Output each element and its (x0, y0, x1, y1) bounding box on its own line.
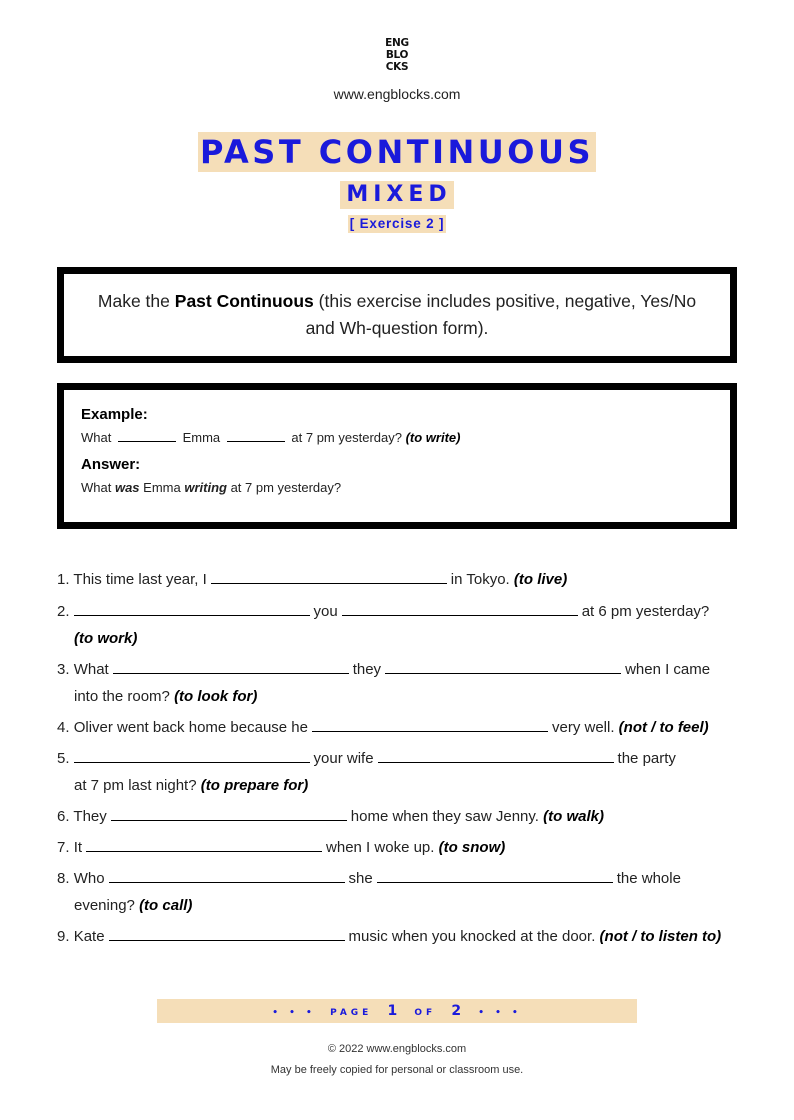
page-number: 1 (387, 1003, 400, 1019)
instructions-box (57, 267, 737, 363)
answer-writing: writing (184, 480, 227, 495)
item-text: Kate (73, 928, 105, 945)
answer-blank[interactable] (111, 805, 347, 821)
item-number: 4. (57, 719, 70, 736)
answer-blank[interactable] (342, 600, 578, 616)
item-text: This time last year, I (73, 571, 207, 588)
item-number: 3. (57, 661, 70, 678)
example-text: at 7 pm yesterday? (291, 430, 402, 445)
item-number: 1. (57, 571, 70, 588)
exercise-item-4 (57, 714, 747, 741)
answer-blank[interactable] (86, 836, 322, 852)
item-text: music when you knocked at the door. (348, 928, 596, 945)
answer-blank[interactable] (312, 716, 548, 732)
answer-blank[interactable] (74, 747, 310, 763)
item-text: she (348, 870, 373, 887)
example-box (57, 383, 737, 529)
item-text: the party (617, 750, 676, 767)
instructions-suffix: (this exercise includes positive, negative, Yes/No and Wh-question form). (305, 291, 697, 338)
item-text: when I woke up. (326, 839, 435, 856)
verb-hint: (to call) (139, 897, 193, 914)
example-text: What (81, 430, 112, 445)
verb-hint: (not / to listen to) (599, 928, 722, 945)
exercise-item-1 (57, 566, 747, 593)
verb-hint: (to snow) (438, 839, 506, 856)
answer-blank[interactable] (378, 747, 614, 763)
answer-label: Answer: (81, 456, 141, 473)
answer-blank[interactable] (109, 925, 345, 941)
license-note: May be freely copied for personal or classroom use. (270, 1064, 524, 1076)
copyright: © 2022 www.engblocks.com (327, 1043, 467, 1055)
item-number: 2. (57, 603, 70, 620)
item-text: Who (73, 870, 105, 887)
item-text: your wife (313, 750, 374, 767)
engblocks-logo (380, 37, 414, 73)
item-text: they (352, 661, 382, 678)
verb-hint: (to look for) (174, 688, 258, 705)
page-total: 2 (451, 1003, 464, 1019)
logo-line: BLO (385, 49, 409, 61)
example-answer (81, 479, 713, 497)
item-text: in Tokyo. (450, 571, 510, 588)
item-text: the whole (616, 870, 681, 887)
exercise-item-3 (57, 656, 747, 710)
answer-blank[interactable] (377, 867, 613, 883)
exercise-item-8 (57, 865, 747, 919)
answer-blank[interactable] (211, 568, 447, 584)
verb-hint: (to walk) (543, 808, 604, 825)
item-text: They (73, 808, 107, 825)
item-number: 9. (57, 928, 70, 945)
example-blank (118, 429, 176, 442)
example-hint: (to write) (405, 430, 461, 445)
answer-blank[interactable] (113, 658, 349, 674)
exercise-item-7 (57, 834, 747, 861)
exercise-item-2 (57, 598, 747, 652)
answer-blank[interactable] (109, 867, 345, 883)
exercise-item-5 (57, 745, 747, 799)
exercise-item-9 (57, 923, 747, 950)
verb-hint: (not / to feel) (618, 719, 709, 736)
of-label: OF (414, 1008, 437, 1018)
item-text: when I came (625, 661, 711, 678)
answer-blank[interactable] (74, 600, 310, 616)
exercise-number: [ Exercise 2 ] (349, 216, 445, 231)
item-number: 8. (57, 870, 70, 887)
page-subtitle: MIXED (340, 181, 453, 209)
item-text: into the room? (74, 688, 170, 705)
page-indicator (157, 999, 637, 1023)
item-number: 5. (57, 750, 70, 767)
example-blank (227, 429, 285, 442)
item-text: home when they saw Jenny. (350, 808, 539, 825)
page-title: PAST CONTINUOUS (200, 133, 594, 171)
verb-hint: (to live) (513, 571, 568, 588)
website-url[interactable]: www.engblocks.com (333, 86, 461, 102)
item-text: evening? (74, 897, 135, 914)
example-text: Emma (182, 430, 221, 445)
dots-left: • • • (272, 1008, 316, 1018)
instructions-text (97, 288, 697, 342)
example-question (81, 429, 713, 447)
answer-text: Emma (139, 480, 185, 495)
instructions-prefix: Make the (97, 291, 175, 311)
page-label: PAGE (330, 1008, 373, 1018)
answer-text: at 7 pm yesterday? (226, 480, 342, 495)
exercise-list (57, 566, 747, 950)
answer-blank[interactable] (385, 658, 621, 674)
item-text: at 6 pm yesterday? (581, 603, 710, 620)
item-number: 6. (57, 808, 70, 825)
item-text: you (313, 603, 338, 620)
verb-hint: (to prepare for) (200, 777, 309, 794)
verb-hint: (to work) (74, 630, 138, 647)
item-text: at 7 pm last night? (74, 777, 197, 794)
instructions-bold: Past Continuous (174, 291, 314, 311)
answer-text: What (81, 480, 115, 495)
answer-was: was (114, 480, 140, 495)
item-text: Oliver went back home because he (73, 719, 308, 736)
item-number: 7. (57, 839, 70, 856)
logo-line: ENG (385, 37, 409, 49)
logo-line: CKS (385, 61, 409, 73)
example-label: Example: (81, 406, 148, 423)
dots-right: • • • (478, 1008, 522, 1018)
item-text: very well. (551, 719, 615, 736)
item-text: What (73, 661, 109, 678)
exercise-item-6 (57, 803, 747, 830)
item-text: It (73, 839, 83, 856)
